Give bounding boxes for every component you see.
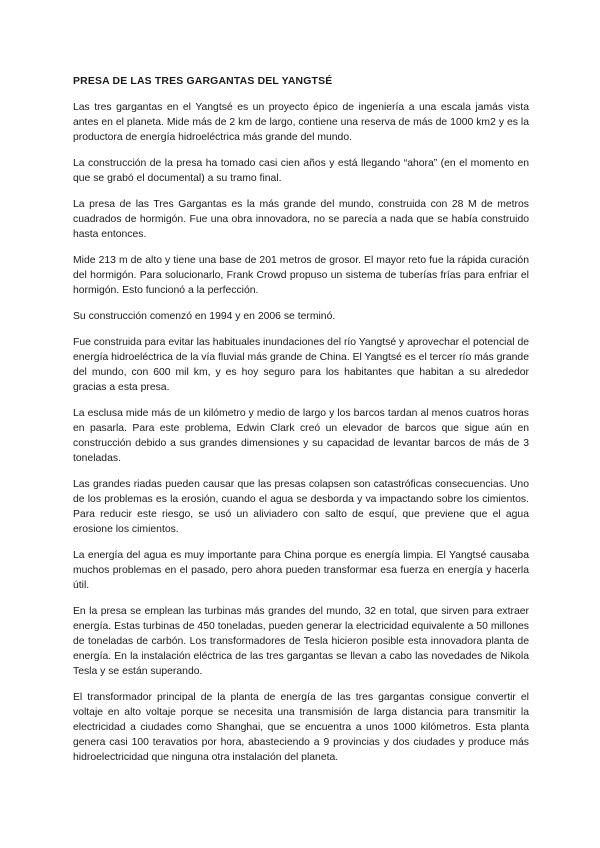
paragraph-7: La esclusa mide más de un kilómetro y medio de largo y los barcos tardan al menos cuatros horas en pasarla. Para este problema, Edwin Clark creó un elevador de barcos que sigue aún en construcción debido a sus grandes dimensiones y su capacidad de levantar barcos de más de 3 toneladas.	[73, 408, 529, 464]
paragraph-2: La construcción de la presa ha tomado casi cien años y está llegando “ahora” (en el momento en que se grabó el documental) a su tramo final.	[73, 158, 529, 184]
paragraph-8: Las grandes riadas pueden causar que las presas colapsen son catastróficas consecuencias. Uno de los problemas es la erosión, cuando el agua se desborda y va impactando sobre los cimientos. Para reducir este riesgo, se usó un aliviadero con salto de esquí, que previene que el agua erosione los cimientos.	[73, 479, 529, 535]
paragraph-3: La presa de las Tres Gargantas es la más grande del mundo, construida con 28 M de metros cuadrados de hormigón. Fue una obra innovadora, no se parecía a nada que se había construido hasta entonces.	[73, 199, 529, 240]
document-title: PRESA DE LAS TRES GARGANTAS DEL YANGTSÉ	[73, 76, 333, 87]
paragraph-9: La energía del agua es muy importante para China porque es energía limpia. El Yangtsé causaba muchos problemas en el pasado, pero ahora pueden transformar esa fuerza en energía y hacerla útil.	[73, 550, 529, 591]
document-body	[73, 75, 529, 776]
paragraph-4: Mide 213 m de alto y tiene una base de 201 metros de grosor. El mayor reto fue la rápida curación del hormigón. Para solucionarlo, Frank Crowd propuso un sistema de tuberías frías para enfriar el hormigón. Esto funcionó a la perfección.	[73, 255, 529, 296]
paragraph-5: Su construcción comenzó en 1994 y en 2006 se terminó.	[73, 311, 336, 322]
paragraph-10: En la presa se emplean las turbinas más grandes del mundo, 32 en total, que sirven para extraer energía. Estas turbinas de 450 toneladas, pueden generar la electricidad equivalente a 50 millones de toneladas de carbón. Los transformadores de Tesla hicieron posible esta innovadora planta de energía. En la instalación eléctrica de las tres gargantas se llevan a cabo las novedades de Nikola Tesla y se están superando.	[73, 606, 529, 677]
paragraph-11: El transformador principal de la planta de energía de las tres gargantas consigue convertir el voltaje en alto voltaje porque se necesita una transmisión de larga distancia para transmitir la electricidad a ciudades como Shanghai, que se encuentra a unos 1000 kilómetros. Esta planta genera casi 100 teravatios por hora, abasteciendo a 9 provincias y dos ciudades y produce más hidroelectricidad que ninguna otra instalación del planeta.	[73, 692, 529, 763]
paragraph-1: Las tres gargantas en el Yangtsé es un proyecto épico de ingeniería a una escala jamás vista antes en el planeta. Mide más de 2 km de largo, contiene una reserva de más de 1000 km2 y es la productora de energía hidroeléctrica más grande del mundo.	[73, 102, 529, 143]
paragraph-6: Fue construida para evitar las habituales inundaciones del río Yangtsé y aprovechar el potencial de energía hidroeléctrica de la vía fluvial más grande de China. El Yangtsé es el tercer río más grande del mundo, con 600 mil km, y es hoy seguro para los habitantes que habitan a su alrededor gracias a esta presa.	[73, 337, 529, 393]
